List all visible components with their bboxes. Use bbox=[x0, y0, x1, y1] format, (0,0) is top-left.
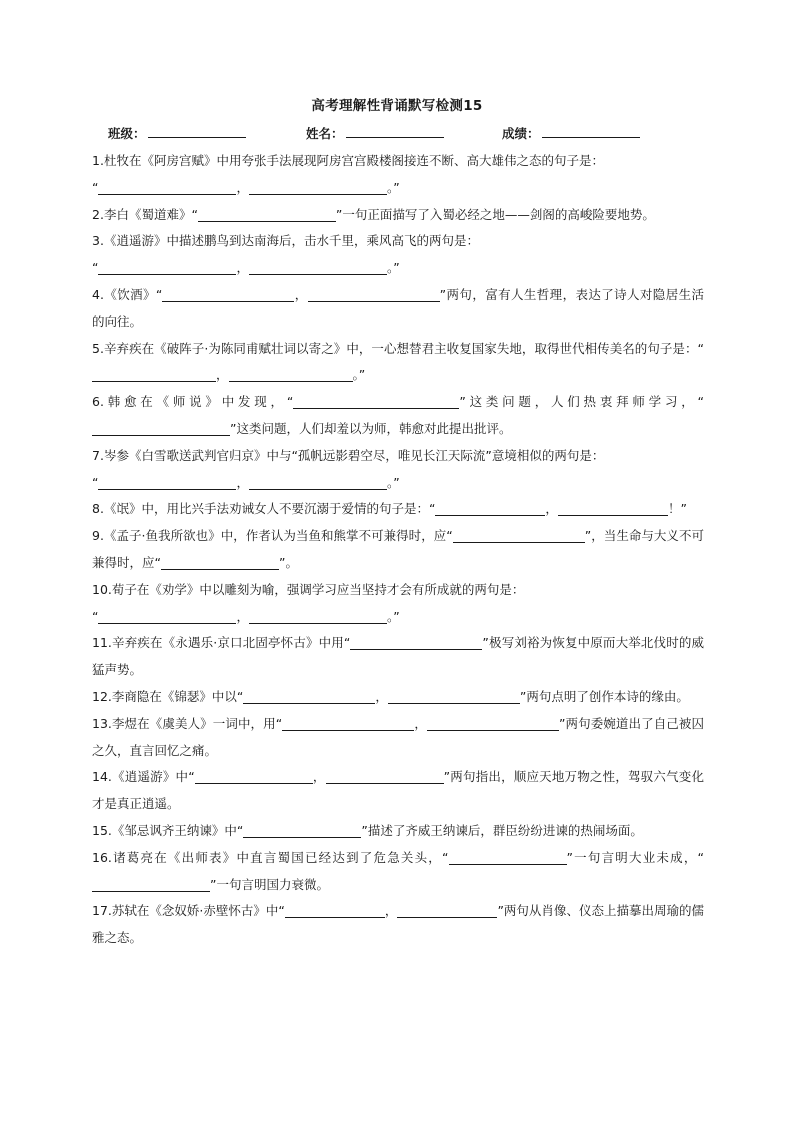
question-text: ”一句正面描写了入蜀必经之地——剑阁的高峻险要地势。 bbox=[335, 206, 655, 222]
question-17 bbox=[92, 898, 704, 952]
question-text: 杜牧在《阿房宫赋》中用夸张手法展现阿房宫宫殿楼阁接连不断、高大雄伟之态的句子是： bbox=[103, 153, 604, 168]
question-15 bbox=[92, 818, 704, 845]
question-text: 辛弃疾在《破阵子·为陈同甫赋壮词以寄之》中，一心想替君主收复国家失地，取得世代相传美名的句子是：“ bbox=[103, 340, 704, 356]
question-text: ”。 bbox=[278, 554, 298, 570]
question-text: 《逍遥游》中描述鹏鸟到达南海后，击水千里，乘风高飞的两句是： bbox=[103, 233, 479, 249]
question-number: 5. bbox=[92, 340, 104, 356]
question-text: “ bbox=[92, 260, 99, 276]
question-text: “ bbox=[92, 474, 99, 490]
question-text: 《孟子·鱼我所欲也》中，作者认为当鱼和熊掌不可兼得时，应“ bbox=[103, 528, 453, 544]
answer-blank[interactable] bbox=[308, 287, 440, 302]
question-text: ， bbox=[312, 769, 326, 785]
question-number: 3. bbox=[92, 233, 104, 249]
question-text: 李白《蜀道难》“ bbox=[103, 206, 198, 222]
answer-blank[interactable] bbox=[243, 823, 361, 838]
question-text: ， bbox=[236, 608, 249, 624]
question-1 bbox=[92, 148, 704, 202]
question-text: ”，当生命与大义不可兼得时，应“ bbox=[92, 528, 704, 570]
question-number: 15. bbox=[92, 822, 112, 838]
question-text: 。” bbox=[387, 179, 400, 195]
answer-blank[interactable] bbox=[449, 850, 567, 865]
question-text: 《氓》中，用比兴手法劝诫女人不要沉溺于爱情的句子是：“ bbox=[103, 501, 436, 517]
question-16 bbox=[92, 845, 704, 899]
question-text: ”极写刘裕为恢复中原而大举北伐时的威猛声势。 bbox=[92, 635, 705, 678]
question-text: ”两句，富有人生哲理，表达了诗人对隐居生活的向往。 bbox=[92, 286, 704, 329]
question-text: ， bbox=[236, 179, 249, 195]
question-6 bbox=[92, 389, 704, 443]
name-label: 姓名： bbox=[306, 126, 344, 141]
question-4 bbox=[92, 282, 704, 336]
answer-blank[interactable] bbox=[98, 180, 236, 195]
question-text: ”一句言明大业未成，“ bbox=[566, 849, 705, 865]
answer-blank[interactable] bbox=[229, 367, 353, 382]
question-text: 诸葛亮在《出师表》中直言蜀国已经达到了危急关头，“ bbox=[111, 849, 449, 865]
answer-blank[interactable] bbox=[92, 367, 216, 382]
answer-blank[interactable] bbox=[243, 689, 375, 704]
question-text: ， bbox=[545, 501, 558, 517]
question-text: ， bbox=[375, 688, 388, 704]
answer-blank[interactable] bbox=[161, 555, 279, 570]
score-field bbox=[502, 124, 640, 142]
answer-blank[interactable] bbox=[98, 260, 236, 275]
question-text: ”一句言明国力衰微。 bbox=[210, 876, 329, 892]
answer-blank[interactable] bbox=[326, 769, 444, 784]
question-number: 2. bbox=[92, 206, 104, 222]
question-text: 辛弃疾在《永遇乐·京口北固亭怀古》中用“ bbox=[111, 635, 351, 651]
question-text: 李煜在《虞美人》一词中，用“ bbox=[111, 715, 283, 731]
question-3 bbox=[92, 228, 704, 282]
question-text: 。” bbox=[352, 367, 366, 383]
answer-blank[interactable] bbox=[92, 421, 230, 436]
question-text: ， bbox=[216, 367, 229, 383]
question-list bbox=[92, 148, 704, 952]
student-info-row bbox=[108, 124, 668, 140]
answer-blank[interactable] bbox=[282, 716, 414, 731]
question-7 bbox=[92, 443, 704, 497]
question-number: 17. bbox=[92, 903, 112, 919]
answer-blank[interactable] bbox=[98, 475, 236, 490]
question-13 bbox=[92, 711, 704, 765]
answer-blank[interactable] bbox=[453, 528, 585, 543]
question-5 bbox=[92, 336, 704, 390]
answer-blank[interactable] bbox=[249, 180, 387, 195]
question-2 bbox=[92, 202, 704, 229]
question-number: 13. bbox=[92, 715, 112, 731]
answer-blank[interactable] bbox=[558, 501, 668, 516]
class-label: 班级： bbox=[108, 126, 146, 141]
question-text: 苏轼在《念奴娇·赤壁怀古》中“ bbox=[111, 903, 285, 919]
question-text: 《饮酒》“ bbox=[103, 286, 163, 302]
question-number: 4. bbox=[92, 286, 104, 302]
question-text: 。” bbox=[387, 474, 400, 490]
question-text: 李商隐在《锦瑟》中以“ bbox=[111, 688, 244, 704]
question-text: ”两句委婉道出了自己被囚之久，直言回忆之痛。 bbox=[92, 715, 704, 758]
question-text: ”两句指出，顺应天地万物之性，驾驭六气变化才是真正逍遥。 bbox=[92, 769, 704, 812]
question-number: 7. bbox=[92, 447, 104, 463]
question-text: ”两句点明了创作本诗的缘由。 bbox=[519, 688, 689, 704]
question-9 bbox=[92, 523, 704, 577]
question-text: 《邹忌讽齐王纳谏》中“ bbox=[111, 822, 244, 838]
answer-blank[interactable] bbox=[388, 689, 520, 704]
question-number: 11. bbox=[92, 635, 112, 651]
class-blank[interactable] bbox=[148, 125, 246, 138]
question-number: 14. bbox=[92, 769, 112, 785]
question-number: 9. bbox=[92, 528, 104, 544]
question-text: ， bbox=[384, 903, 398, 919]
question-10 bbox=[92, 577, 704, 631]
question-11 bbox=[92, 630, 704, 684]
question-text: “ bbox=[92, 608, 99, 624]
answer-blank[interactable] bbox=[92, 877, 210, 892]
name-blank[interactable] bbox=[346, 125, 444, 138]
question-text: ”这类问题，人们热衷拜师学习，“ bbox=[459, 394, 705, 410]
question-text: ”这类问题，人们却羞以为师，韩愈对此提出批评。 bbox=[230, 420, 512, 436]
question-text: “ bbox=[92, 179, 99, 195]
question-text: ”两句从肖像、仪态上描摹出周瑜的儒雅之态。 bbox=[92, 903, 704, 946]
page-title: 高考理解性背诵默写检测15 bbox=[311, 98, 483, 114]
question-text: ， bbox=[414, 715, 427, 731]
score-blank[interactable] bbox=[542, 125, 640, 138]
answer-blank[interactable] bbox=[249, 609, 387, 624]
answer-blank[interactable] bbox=[249, 475, 387, 490]
question-text: ， bbox=[236, 474, 249, 490]
question-text: ”描述了齐威王纳谏后，群臣纷纷进谏的热闹场面。 bbox=[361, 822, 643, 838]
question-text: ， bbox=[236, 260, 249, 276]
answer-blank[interactable] bbox=[293, 394, 459, 409]
question-text: 韩愈在《师说》中发现，“ bbox=[103, 394, 294, 410]
question-text: ， bbox=[294, 286, 308, 302]
score-label: 成绩： bbox=[502, 126, 540, 141]
answer-blank[interactable] bbox=[249, 260, 387, 275]
question-number: 12. bbox=[92, 688, 112, 704]
answer-blank[interactable] bbox=[427, 716, 559, 731]
question-text: 岑参《白雪歌送武判官归京》中与“孤帆远影碧空尽，唯见长江天际流”意境相似的两句是： bbox=[103, 447, 605, 463]
question-text: ！” bbox=[667, 501, 687, 517]
answer-blank[interactable] bbox=[198, 207, 336, 222]
question-number: 1. bbox=[92, 153, 104, 168]
question-8 bbox=[92, 496, 704, 523]
answer-blank[interactable] bbox=[285, 903, 385, 918]
answer-blank[interactable] bbox=[397, 903, 497, 918]
question-text: 荀子在《劝学》中以雕刻为喻，强调学习应当坚持才会有所成就的两句是： bbox=[111, 581, 525, 597]
question-text: 。” bbox=[387, 608, 400, 624]
question-text: 《逍遥游》中“ bbox=[111, 769, 195, 785]
question-number: 10. bbox=[92, 581, 112, 597]
question-text: 。” bbox=[387, 260, 400, 276]
answer-blank[interactable] bbox=[162, 287, 294, 302]
answer-blank[interactable] bbox=[98, 609, 236, 624]
class-field bbox=[108, 124, 246, 142]
question-number: 16. bbox=[92, 849, 112, 865]
question-number: 8. bbox=[92, 501, 104, 517]
name-field bbox=[306, 124, 444, 142]
question-number: 6. bbox=[92, 394, 104, 410]
answer-blank[interactable] bbox=[350, 635, 482, 650]
question-14 bbox=[92, 764, 704, 818]
answer-blank[interactable] bbox=[195, 769, 313, 784]
question-12 bbox=[92, 684, 704, 711]
answer-blank[interactable] bbox=[435, 501, 545, 516]
